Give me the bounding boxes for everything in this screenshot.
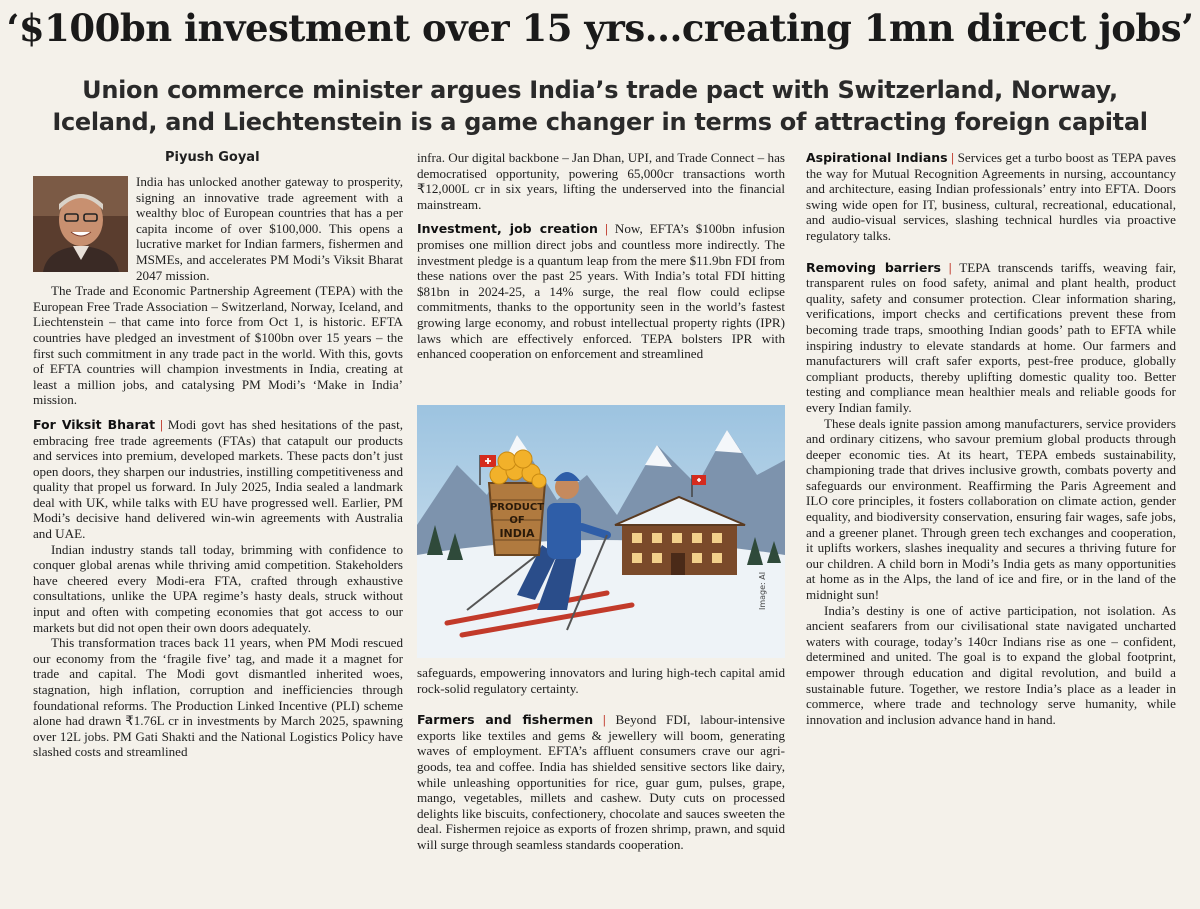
paragraph: This transformation traces back 11 years, when PM Modi rescued our economy from the ‘fragile five’ tag, and made it a magnet for trade and capital. The Modi govt dismantled inherited woes, stagnation, high inflation, corruption and inefficiencies through foundational reforms. The Production Linked Incentive (PLI) scheme alone had drawn ₹1.76L cr in investments by March 2025, spawning over 12L jobs. PM Gati Shakti and the National Logistics Policy have slashed costs and streamlined (33, 635, 403, 760)
paragraph: These deals ignite passion among manufacturers, service providers and ordinary citizens, who savour premium global products through deeper economic ties. At its heart, TEPA embeds sustainability, championing trade that drives inclusive growth, combats poverty and safeguards our environment. Reaffirming the Paris Agreement and ILO core principles, it fosters collaboration on climate action, gender equality, and biodiversity conservation, ensuring fair wages, safe jobs, and a greener planet. Through green tech exchanges and cooperation, it uplifts workers, slashes inequality and secures a thriving future for our children. A child born in Modi’s India gets as many opportunities at home as in the Alps, the land of ice and fire, or in the land of the midnight sun! (806, 415, 1176, 603)
crate-label-line3: INDIA (499, 527, 535, 540)
kicker-divider: | (602, 712, 606, 728)
section-paragraph (417, 221, 785, 361)
section-kicker: For Viksit Bharat (33, 416, 156, 432)
column-3 (806, 150, 1176, 727)
headline: ‘$100bn investment over 15 yrs...creating 1mn direct jobs’ (6, 6, 1194, 50)
paragraph: The Trade and Economic Partnership Agreement (TEPA) with the European Free Trade Association – Switzerland, Norway, Iceland, and Liechtenstein – that came into force from Oct 1, is historic. EFTA countries have pledged an investment of $100bn over 15 years – the first such commitment in any trade pact in the world. With this, govts of EFTA countries will champion investments in India, creating at least a million jobs, and catalysing PM Modi’s ‘Make in India’ mission. (33, 283, 403, 408)
crate-label-line1: PRODUCT (489, 502, 545, 513)
author-portrait-icon (33, 176, 128, 272)
paragraph: infra. Our digital backbone – Jan Dhan, UPI, and Trade Connect – has democratised opportunity, powering 65,000cr transactions worth ₹12,000L cr in six years, lifting the underserved into the financial mainstream. (417, 150, 785, 212)
kicker-divider: | (951, 150, 955, 165)
section-paragraph (806, 150, 1176, 244)
kicker-divider: | (604, 221, 608, 237)
column-1 (33, 150, 403, 760)
column-2 (417, 150, 785, 362)
paragraph: India has unlocked another gateway to prosperity, signing an innovative trade agreement with a wealthy bloc of European countries that has a per capita income of over $100,000. This opens a lucrative market for Indian farmers, fishermen and MSMEs, and accelerates PM Modi’s Viksit Bharat 2047 mission. (136, 174, 403, 283)
byline: Piyush Goyal (165, 150, 260, 165)
paragraph: Indian industry stands tall today, brimming with confidence to conquer global arenas while thriving amid competition. Stakeholders have cheered every Modi-era FTA, crafted through exhaustive consultations, unlike the UPA regime’s hasty deals, struck without input and often with competing economies that got access to our markets but did not open their own doors adequately. (33, 541, 403, 635)
section-kicker: Investment, job creation (417, 221, 598, 237)
paragraph-text: Now, EFTA’s $100bn infusion promises one million direct jobs and countless more indirectly. The investment pledge is a quantum leap from the mere $11.9bn FDI from these nations over the past 25 years. With India’s total FDI hitting $81bn in 2024-25, a 14% surge, the real flow could eclipse commitments, thanks to the opportunity seen in the world’s fastest growing large economy, and robust intellectual property rights (IPR) laws which are effectively enforced. TEPA bolsters IPR with enhanced cooperation on enforcement and streamlined (417, 221, 785, 362)
section-kicker: Removing barriers (806, 259, 941, 275)
kicker-divider: | (948, 259, 952, 275)
crate-label-line2: OF (509, 515, 525, 526)
author-photo (33, 176, 128, 272)
skier-alps-illustration-icon (417, 405, 785, 658)
column-2-continued (417, 665, 785, 853)
section-kicker: Farmers and fishermen (417, 712, 594, 728)
kicker-divider: | (160, 416, 163, 432)
image-credit: Image: AI (758, 571, 767, 610)
section-paragraph (33, 417, 403, 542)
paragraph: India’s destiny is one of active participation, not isolation. As ancient seafarers from our civilisational state navigated uncharted waters with courage, today’s 140cr Indians rise as one – confident, determined and united. The goal is to expand the global footprint, empower through education and digital revolution, and build a sustainable future. Together, we restore India’s place as a leader in commerce, where trade and technology serve humanity, while innovation and inclusion advance hand in hand. (806, 602, 1176, 727)
paragraph: safeguards, empowering innovators and luring high-tech capital amid rock-solid regulatory certainty. (417, 665, 785, 696)
paragraph-text: Beyond FDI, labour-intensive exports like textiles and gems & jewellery will boom, generating waves of employment. EFTA’s affluent consumers crave our agri-goods, tea and coffee. India has shielded sensitive sectors like dairy, while unleashing opportunities for rice, guar gum, pulses, grape, mango, vegetables, millets and cashew. Duty cuts on processed delights like biscuits, confectionery, chocolate and sauces sweeten the deal. Fishermen rejoice as exports of frozen shrimp, prawn, and squid will surge through seamless standards cooperation. (417, 712, 785, 852)
paragraph-text: Modi govt has shed hesitations of the past, embracing free trade agreements (FTAs) that catapult our products and services into premium, developed markets. These pacts don’t just open doors, they sharpen our industries, instilling competitiveness and quality that propel us forward. In July 2025, India sealed a landmark deal with UK, while talks with EU have progressed well. Earlier, PM Modi’s decisive hand delivered win-win agreements with Australia and UAE. (33, 416, 403, 542)
paragraph-text: Services get a turbo boost as TEPA paves the way for Mutual Recognition Agreements in nursing, accountancy and architecture, easing Indian professionals’ entry into EFTA. Doors swing wide open for IT, business, cultural, recreational, educational, and audio-visual services, slashing technical hurdles via proactive regulatory talks. (806, 150, 1176, 243)
paragraph-text: TEPA transcends tariffs, weaving fair, transparent rules on food safety, animal and plant health, product quality, safety and consumer protection. Clear information sharing, verifications, import checks and certifications prevent these from becoming trade traps, smoothing Indian goods’ path to EFTA while inspiring industry to elevate standards at home. Our farmers and manufacturers will craft safer exports, pest-free produce, globally compliant products, thereby uplifting domestic quality too. Better testing and compliance mean healthier meals and reliable goods for every Indian family. (806, 259, 1177, 415)
section-paragraph (417, 712, 785, 852)
deck-subheadline: Union commerce minister argues India’s trade pact with Switzerland, Norway, Iceland, and Liechtenstein is a game changer in terms of attracting foreign capital (52, 76, 1148, 136)
section-paragraph (806, 260, 1176, 416)
illustration-skier (417, 405, 785, 658)
section-kicker: Aspirational Indians (806, 150, 948, 165)
